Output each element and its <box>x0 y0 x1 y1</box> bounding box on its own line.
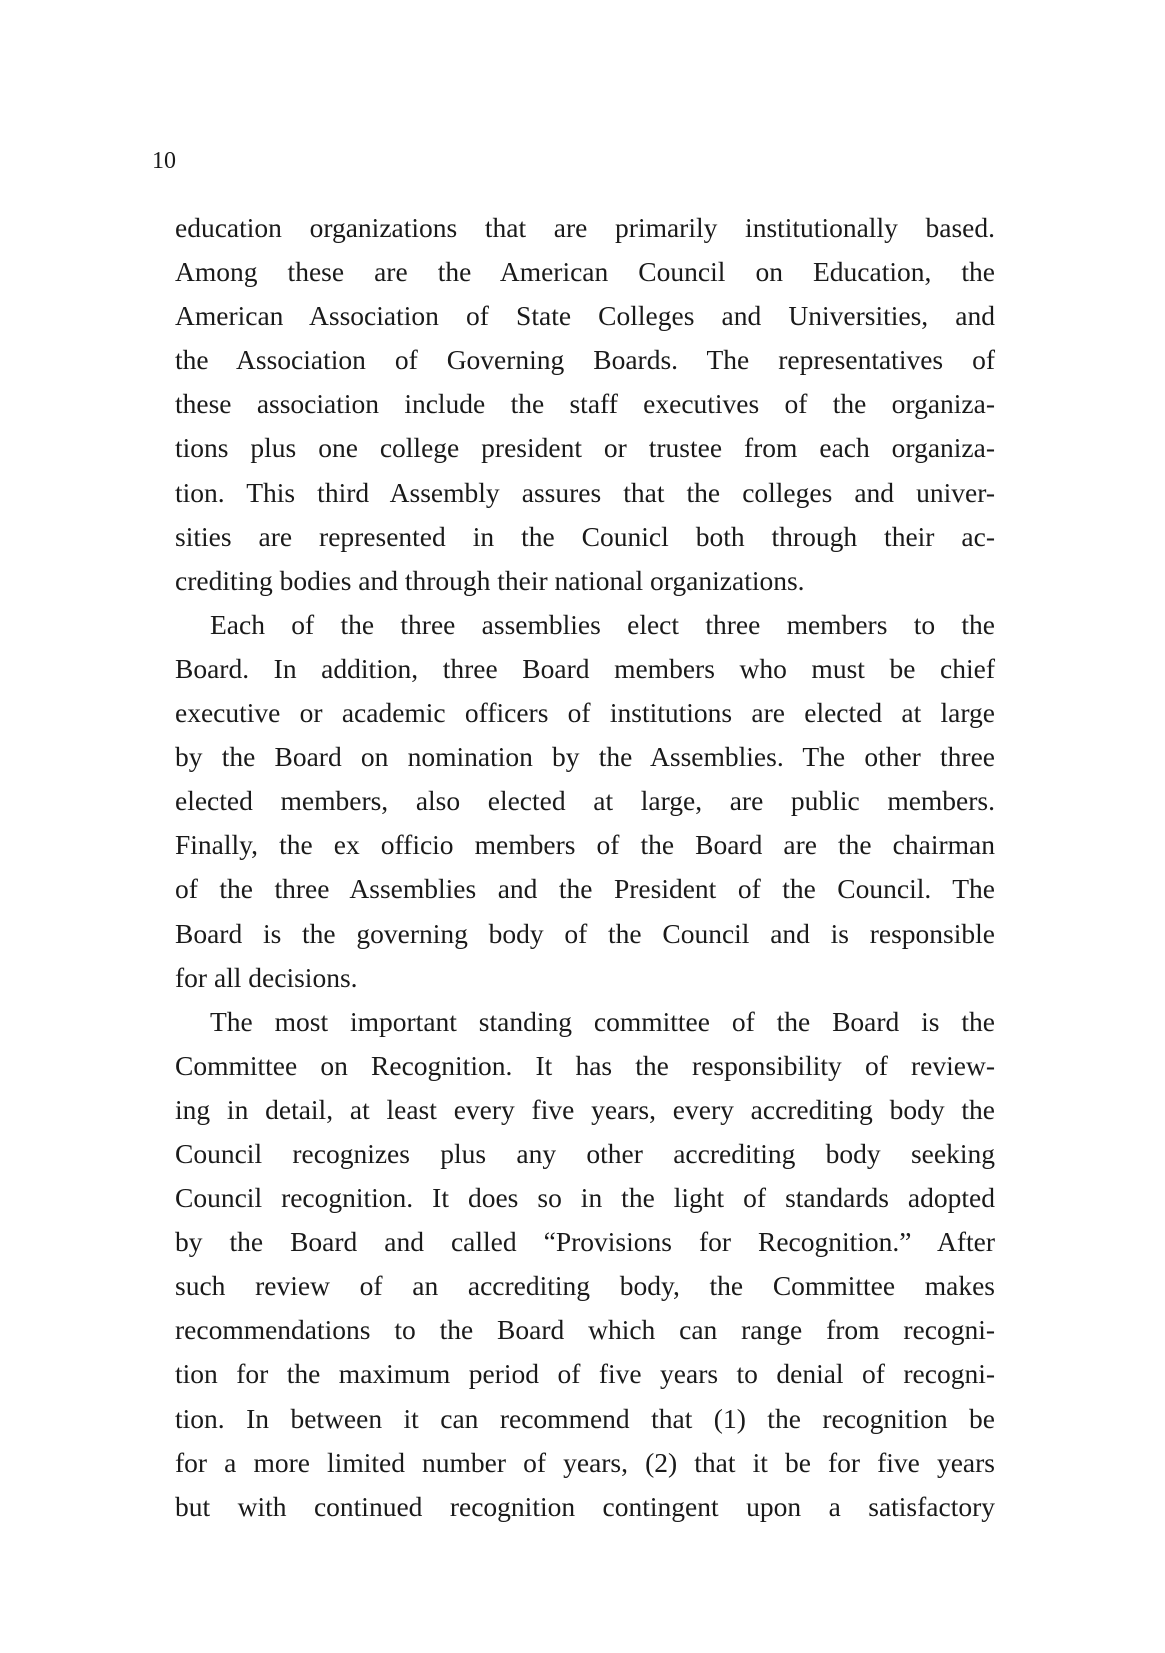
text-line: of the three Assemblies and the President of the Council. The <box>175 873 995 905</box>
text-line: such review of an accrediting body, the Committee makes <box>175 1270 995 1302</box>
text-line: Committee on Recognition. It has the responsibility of review- <box>175 1049 995 1081</box>
body-text <box>175 206 995 1529</box>
text-line: executive or academic officers of institutions are elected at large <box>175 697 995 729</box>
text-line: Among these are the American Council on Education, the <box>175 256 995 288</box>
text-line: Council recognition. It does so in the light of standards adopted <box>175 1182 995 1214</box>
text-line: ing in detail, at least every five years, every accrediting body the <box>175 1093 995 1125</box>
text-line: for a more limited number of years, (2) that it be for five years <box>175 1446 995 1478</box>
text-line: tion for the maximum period of five years to denial of recogni- <box>175 1358 995 1390</box>
text-line: the Association of Governing Boards. The representatives of <box>175 344 995 376</box>
text-line: tion. This third Assembly assures that the colleges and univer- <box>175 476 995 508</box>
text-line: Board is the governing body of the Council and is responsible <box>175 917 995 949</box>
text-line: Finally, the ex officio members of the Board are the chairman <box>175 829 995 861</box>
text-line: Board. In addition, three Board members who must be chief <box>175 652 995 684</box>
text-line: education organizations that are primarily institutionally based. <box>175 212 995 243</box>
text-line: but with continued recognition contingent upon a satisfactory <box>175 1490 995 1522</box>
text-line: these association include the staff executives of the organiza- <box>175 388 995 420</box>
page-number: 10 <box>152 148 176 174</box>
text-line: The most important standing committee of the Board is the <box>210 1005 995 1037</box>
text-line: by the Board and called “Provisions for Recognition.” After <box>175 1226 995 1258</box>
text-line: recommendations to the Board which can range from recogni- <box>175 1314 995 1346</box>
text-line: Council recognizes plus any other accrediting body seeking <box>175 1137 995 1169</box>
text-line: tions plus one college president or trustee from each organiza- <box>175 432 995 464</box>
text-line: elected members, also elected at large, are public members. <box>175 785 995 817</box>
text-line: American Association of State Colleges and Universities, and <box>175 300 995 332</box>
text-line: Each of the three assemblies elect three members to the <box>210 608 995 640</box>
text-line: for all decisions. <box>175 961 358 993</box>
text-line: by the Board on nomination by the Assemblies. The other three <box>175 741 995 773</box>
text-line: crediting bodies and through their national organizations. <box>175 564 805 596</box>
text-line: sities are represented in the Counicl both through their ac- <box>175 520 995 552</box>
text-line: tion. In between it can recommend that (1) the recognition be <box>175 1402 995 1434</box>
